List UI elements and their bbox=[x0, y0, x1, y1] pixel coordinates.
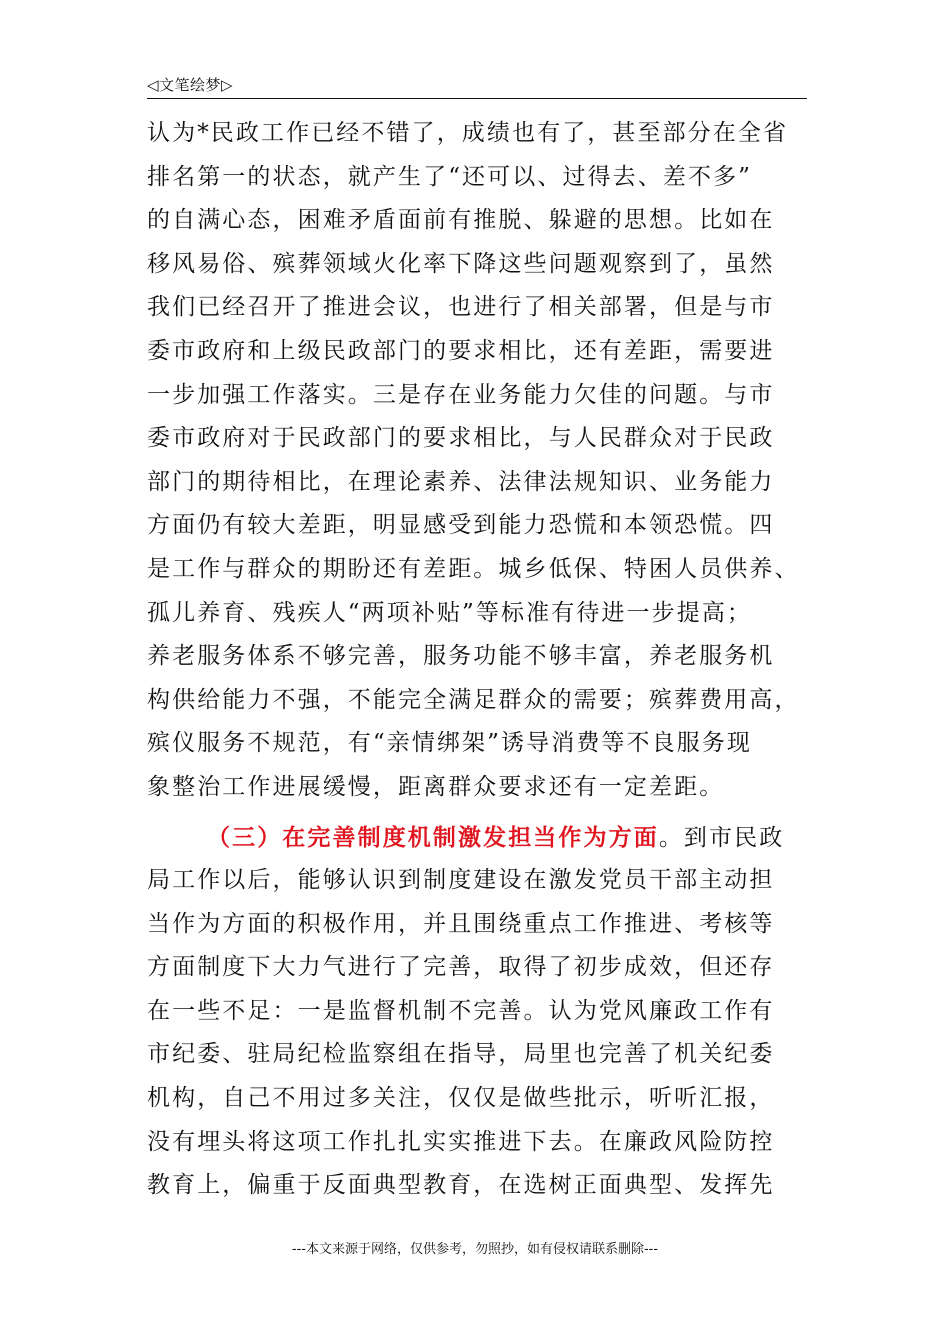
text-line: 构供给能力不强，不能完全满足群众的需要；殡葬费用高， bbox=[147, 686, 800, 713]
text-line: 教育上，偏重于反面典型教育，在选树正面典型、发挥先 bbox=[147, 1172, 775, 1199]
text-line: 当作为方面的积极作用，并且围绕重点工作推进、考核等 bbox=[147, 910, 775, 937]
text-line: 部门的期待相比，在理论素养、法律法规知识、业务能力 bbox=[147, 468, 775, 495]
section-3 bbox=[147, 816, 807, 1208]
text-line: 认为*民政工作已经不错了，成绩也有了，甚至部分在全省 bbox=[147, 120, 789, 146]
footer-notice: ---本文来源于网络，仅供参考，勿照抄，如有侵权请联系删除--- bbox=[291, 1242, 659, 1257]
document-body bbox=[147, 112, 807, 1208]
text-line: 一步加强工作落实。三是存在业务能力欠佳的问题。与市 bbox=[147, 381, 775, 408]
text-line: 方面仍有较大差距，明显感受到能力恐慌和本领恐慌。四 bbox=[147, 512, 775, 539]
text-line: 机构，自己不用过多关注，仅仅是做些批示，听听汇报， bbox=[147, 1085, 775, 1112]
text-line: 没有埋头将这项工作扎扎实实推进下去。在廉政风险防控 bbox=[147, 1128, 775, 1155]
text-line: 排名第一的状态，就产生了“还可以、过得去、差不多” bbox=[147, 163, 753, 190]
text-line: 委市政府和上级民政部门的要求相比，还有差距，需要进 bbox=[147, 337, 775, 364]
text-line: 方面制度下大力气进行了完善，取得了初步成效，但还存 bbox=[147, 954, 775, 981]
text-line: 是工作与群众的期盼还有差距。城乡低保、特困人员供养、 bbox=[147, 555, 800, 582]
section-3-heading-rest: 。到市民政 bbox=[658, 824, 785, 851]
text-line: 移风易俗、殡葬领域火化率下降这些问题观察到了，虽然 bbox=[147, 250, 775, 277]
text-line: 市纪委、驻局纪检监察组在指导，局里也完善了机关纪委 bbox=[147, 1041, 775, 1068]
text-line: 委市政府对于民政部门的要求相比，与人民群众对于民政 bbox=[147, 425, 775, 452]
section-3-heading: （三）在完善制度机制激发担当作为方面 bbox=[207, 823, 659, 851]
text-line: 殡仪服务不规范，有“亲情绑架”诱导消费等不良服务现 bbox=[147, 730, 753, 757]
text-line: 的自满心态，困难矛盾面前有推脱、躲避的思想。比如在 bbox=[147, 207, 775, 234]
header-title: ◁文笔绘梦▷ bbox=[147, 76, 234, 94]
section-3-first-line bbox=[147, 816, 807, 860]
text-line: 局工作以后，能够认识到制度建设在激发党员干部主动担 bbox=[147, 867, 775, 894]
text-line: 我们已经召开了推进会议，也进行了相关部署，但是与市 bbox=[147, 294, 775, 321]
paragraph-1 bbox=[147, 112, 807, 810]
text-line: 象整治工作进展缓慢，距离群众要求还有一定差距。 bbox=[147, 773, 725, 800]
text-line: 在一些不足：一是监督机制不完善。认为党风廉政工作有 bbox=[147, 997, 775, 1024]
page-header bbox=[147, 72, 807, 99]
text-line: 孤儿养育、残疾人“两项补贴”等标准有待进一步提高； bbox=[147, 599, 753, 626]
text-line: 养老服务体系不够完善，服务功能不够丰富，养老服务机 bbox=[147, 643, 775, 670]
